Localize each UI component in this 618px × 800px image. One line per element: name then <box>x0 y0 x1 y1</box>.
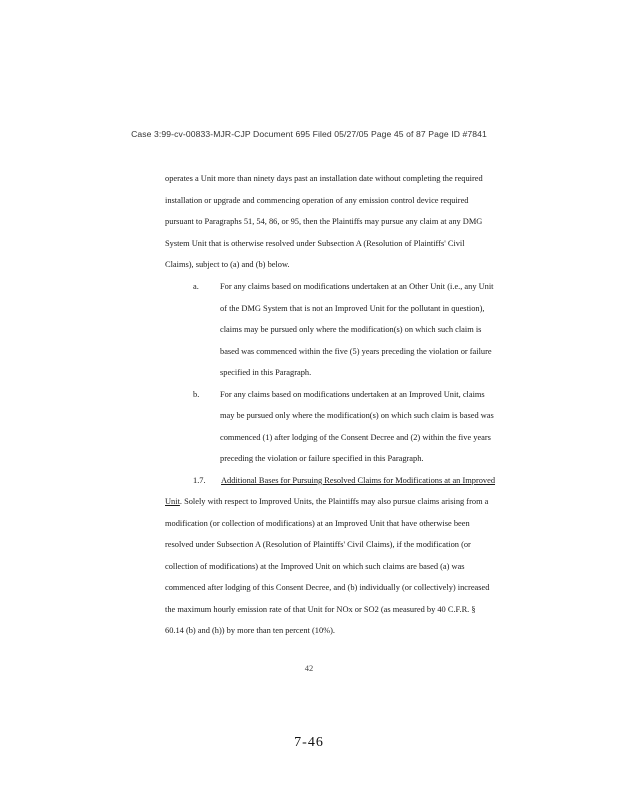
text-line: modification (or collection of modifications) at an Improved Unit that have otherwise been <box>165 519 470 528</box>
text-line: may be pursued only where the modification(s) on which such claim is based was <box>220 411 494 420</box>
text-line: commenced after lodging of this Consent Decree, and (b) individually (or collectively) increased <box>165 583 490 592</box>
text-line: resolved under Subsection A (Resolution of Plaintiffs' Civil Claims), if the modification (or <box>165 540 471 549</box>
footer-page-label: 7-46 <box>294 735 324 750</box>
text-line: specified in this Paragraph. <box>220 368 312 377</box>
text-line: of the DMG System that is not an Improved Unit for the pollutant in question), <box>220 304 485 313</box>
text-line: operates a Unit more than ninety days past an installation date without completing the required <box>165 174 483 183</box>
list-marker: b. <box>193 390 200 399</box>
text-line: based was commenced within the five (5) years preceding the violation or failure <box>220 347 492 356</box>
text-line: installation or upgrade and commencing operation of any emission control device required <box>165 196 469 205</box>
list-marker: a. <box>193 282 199 291</box>
text-line: pursuant to Paragraphs 51, 54, 86, or 95, then the Plaintiffs may pursue any claim at any DMG <box>165 217 483 226</box>
page-number: 42 <box>304 663 314 673</box>
text-line: collection of modifications) at the Improved Unit on which such claims are based (a) was <box>165 562 465 571</box>
text-line: 60.14 (b) and (h)) by more than ten percent (10%). <box>165 626 335 635</box>
text-line: commenced (1) after lodging of the Consent Decree and (2) within the five years <box>220 433 491 442</box>
text-line <box>165 496 488 507</box>
case-header: Case 3:99-cv-00833-MJR-CJP Document 695 Filed 05/27/05 Page 45 of 87 Page ID #7841 <box>131 129 487 139</box>
text-run: . Solely with respect to Improved Units, the Plaintiffs may also pursue claims arising from a <box>179 497 489 506</box>
text-line: claims may be pursued only where the modification(s) on which such claim is <box>220 325 482 334</box>
section-number: 1.7. <box>193 476 206 485</box>
section-heading: Additional Bases for Pursuing Resolved Claims for Modifications at an Improved <box>221 476 496 485</box>
text-line: For any claims based on modifications undertaken at an Other Unit (i.e., any Unit <box>220 282 494 291</box>
text-line: the maximum hourly emission rate of that Unit for NOx or SO2 (as measured by 40 C.F.R. § <box>165 605 476 614</box>
text-line: System Unit that is otherwise resolved under Subsection A (Resolution of Plaintiffs' Civil <box>165 239 465 248</box>
section-heading-end: Unit <box>165 497 180 506</box>
text-line: For any claims based on modifications undertaken at an Improved Unit, claims <box>220 390 485 399</box>
text-line: preceding the violation or failure specified in this Paragraph. <box>220 454 424 463</box>
text-line: Claims), subject to (a) and (b) below. <box>165 260 290 269</box>
